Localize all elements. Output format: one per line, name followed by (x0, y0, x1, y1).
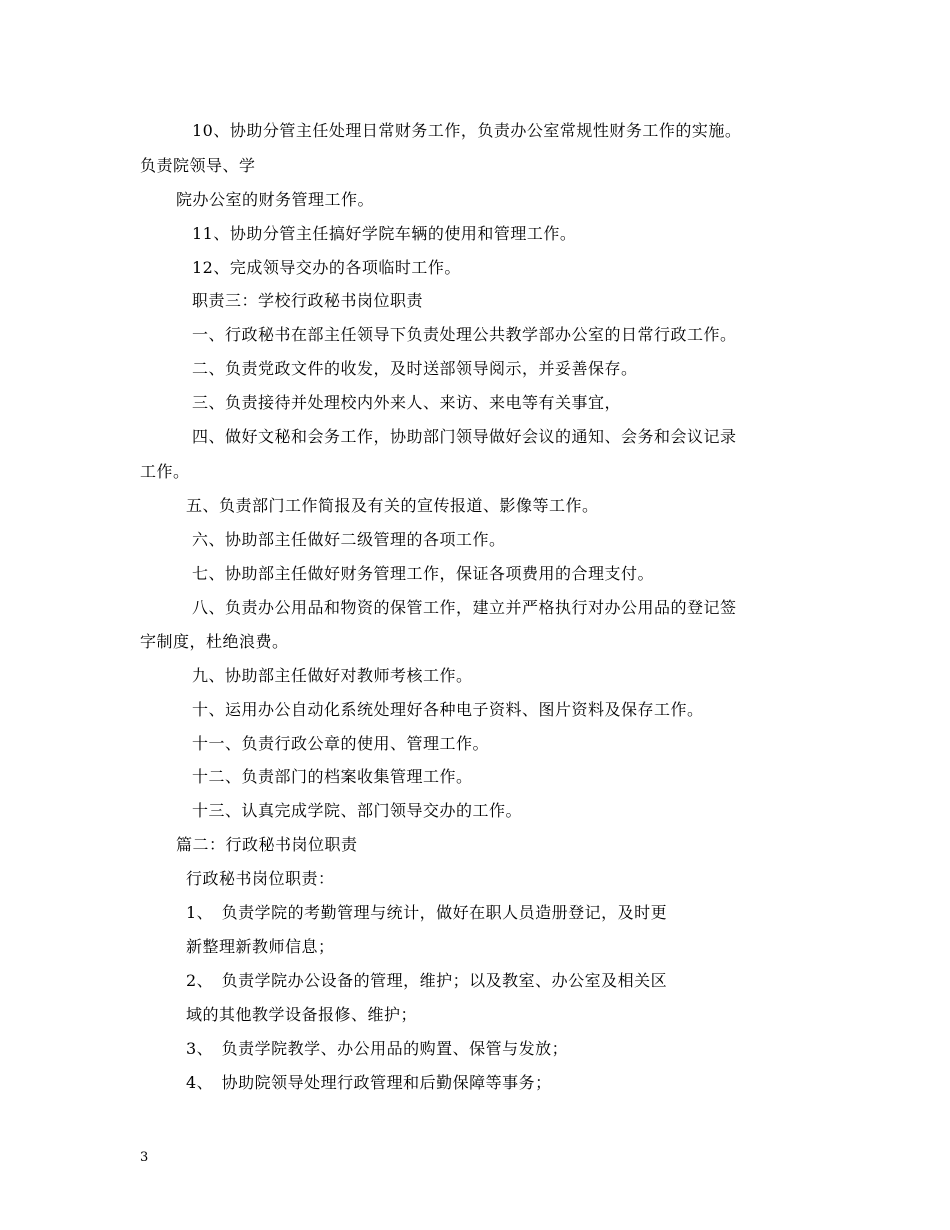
section-heading: 篇二：行政秘书岗位职责 (176, 835, 358, 854)
text-line: 八、负责办公用品和物资的保管工作，建立并严格执行对办公用品的登记签 (192, 598, 737, 617)
text-line: 十一、负责行政公章的使用、管理工作。 (192, 734, 490, 753)
section-heading: 职责三：学校行政秘书岗位职责 (192, 291, 424, 310)
text-line: 四、做好文秘和会务工作，协助部门领导做好会议的通知、会务和会议记录 (192, 427, 737, 446)
text-line: 十二、负责部门的档案收集管理工作。 (192, 767, 473, 786)
text-line: 十、运用办公自动化系统处理好各种电子资料、图片资料及保存工作。 (192, 700, 704, 719)
text-line: 十三、认真完成学院、部门领导交办的工作。 (192, 801, 523, 820)
list-item: 3、 负责学院教学、办公用品的购置、保管与发放； (186, 1039, 569, 1058)
text-line: 字制度，杜绝浪费。 (140, 632, 289, 651)
list-item: 4、 协助院领导处理行政管理和后勤保障等事务； (186, 1073, 552, 1092)
text-line: 新整理新教师信息； (186, 937, 335, 956)
text-line: 负责院领导、学 (140, 156, 256, 175)
text-line: 工作。 (140, 462, 190, 481)
text-line: 五、负责部门工作简报及有关的宣传报道、影像等工作。 (186, 496, 599, 515)
list-item: 2、 负责学院办公设备的管理，维护；以及教室、办公室及相关区 (186, 971, 668, 990)
text-line: 九、协助部主任做好对教师考核工作。 (192, 666, 473, 685)
list-item: 1、 负责学院的考勤管理与统计，做好在职人员造册登记，及时更 (186, 903, 668, 922)
text-line: 域的其他教学设备报修、维护； (186, 1005, 418, 1024)
text-line: 二、负责党政文件的收发，及时送部领导阅示，并妥善保存。 (192, 359, 638, 378)
text-line: 11、协助分管主任搞好学院车辆的使用和管理工作。 (192, 224, 577, 243)
text-line: 三、负责接待并处理校内外来人、来访、来电等有关事宜， (192, 393, 622, 412)
page-number: 3 (140, 1150, 149, 1165)
text-line: 12、完成领导交办的各项临时工作。 (192, 258, 461, 277)
text-line: 一、行政秘书在部主任领导下负责处理公共教学部办公室的日常行政工作。 (192, 325, 737, 344)
text-line: 行政秘书岗位职责： (186, 869, 335, 888)
text-line: 六、协助部主任做好二级管理的各项工作。 (192, 530, 506, 549)
text-line: 院办公室的财务管理工作。 (176, 190, 375, 209)
text-line: 10、协助分管主任处理日常财务工作，负责办公室常规性财务工作的实施。 (192, 121, 742, 140)
text-line: 七、协助部主任做好财务管理工作，保证各项费用的合理支付。 (192, 564, 655, 583)
